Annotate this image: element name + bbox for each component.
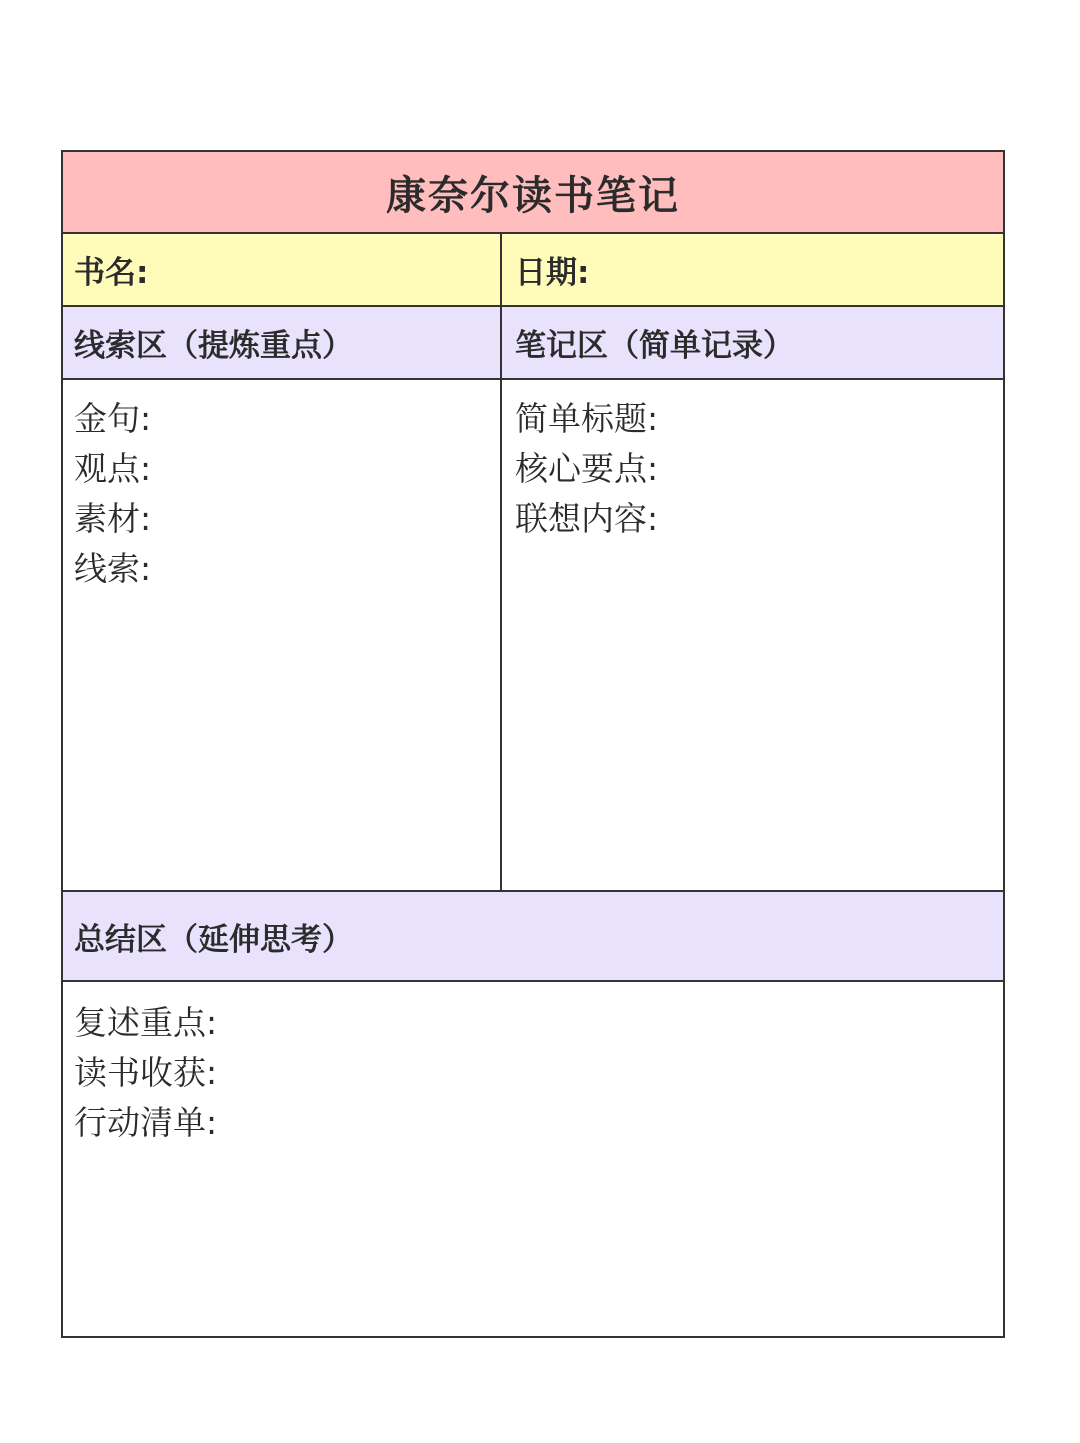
page-title: 康奈尔读书笔记 [386,172,680,219]
summary-field-takeaways: 读书收获: [74,1053,218,1092]
section-header-row [63,307,1003,380]
book-name-cell[interactable] [63,234,502,305]
date-cell[interactable] [502,234,1003,305]
clue-field-viewpoint: 观点: [74,449,152,488]
summary-area[interactable] [63,982,1003,1336]
note-section-title: 笔记区（简单记录） [515,328,794,364]
info-row [63,234,1003,307]
summary-field-list [74,998,217,1148]
clue-section-header [63,307,502,378]
clue-field-quote: 金句: [74,399,152,438]
title-bar [63,152,1003,234]
note-field-list [515,394,658,544]
date-label: 日期: [515,255,590,291]
clue-field-list [74,394,151,594]
summary-section-header [63,892,1003,982]
clue-field-clue: 线索: [74,549,152,588]
note-section-header [502,307,1003,378]
note-field-title: 简单标题: [515,399,659,438]
summary-section-title: 总结区（延伸思考） [74,921,353,958]
content-row [63,380,1003,892]
note-field-key-points: 核心要点: [515,449,659,488]
clue-field-material: 素材: [74,499,152,538]
note-field-associations: 联想内容: [515,499,659,538]
clue-section-title: 线索区（提炼重点） [74,328,353,364]
clue-area[interactable] [63,380,502,890]
summary-field-recap: 复述重点: [74,1003,218,1042]
note-area[interactable] [502,380,1003,890]
cornell-note-sheet [61,150,1005,1338]
summary-field-action-list: 行动清单: [74,1103,218,1142]
book-name-label: 书名: [74,255,149,291]
